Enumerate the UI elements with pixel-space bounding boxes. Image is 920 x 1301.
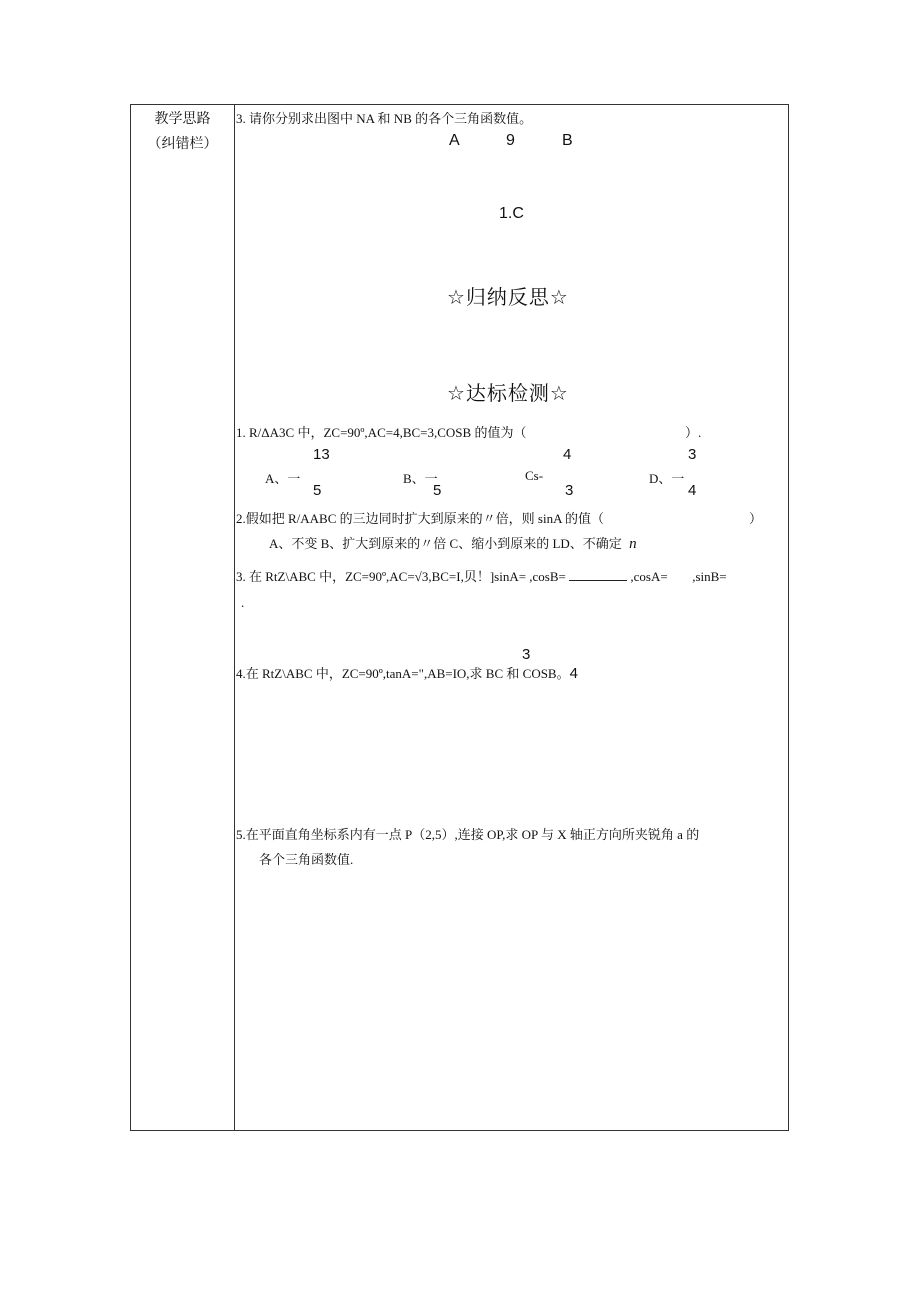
answer-blank-cosb[interactable]: [569, 570, 627, 581]
question-3-sinb: ,sinB=: [692, 569, 727, 584]
question-4-text: 4.在 RtZ\ABC 中，ZC=90º,tanA=",AB=IO,求 BC 和 COSB。: [236, 666, 570, 681]
option-c-denominator: 3: [565, 482, 574, 499]
question-3-dot: .: [241, 595, 245, 610]
option-b-denominator: 5: [433, 482, 442, 499]
question-2: 2.假如把 R/AABC 的三边同时扩大到原来的〃倍，则 sinA 的值（: [236, 511, 604, 526]
question-3-cosa: ,cosA=: [630, 569, 668, 584]
option-b-label: B、一: [403, 471, 438, 486]
question-4: [236, 663, 578, 682]
question-2-options-text: A、不变 B、扩大到原来的〃倍 C、缩小到原来的 LD、不确定: [269, 536, 622, 551]
column-divider: [234, 105, 235, 1130]
question-4-tail: 4: [569, 665, 578, 682]
option-d-denominator: 4: [688, 482, 697, 499]
option-a-label: A、一: [265, 471, 301, 486]
worksheet-table: [130, 104, 789, 1131]
figure-label-9: 9: [506, 132, 515, 149]
question-1-close: ）.: [685, 425, 702, 440]
figure-label-b: B: [562, 132, 573, 149]
question-3: [236, 566, 727, 585]
sidebar-title: 教学思路: [154, 111, 211, 127]
sidebar-subtitle: （纠错栏）: [147, 136, 218, 152]
question-5-line1: 5.在平面直角坐标系内有一点 P（2,5）,连接 OP,求 OP 与 X 轴正方向所夹锐角 a 的: [236, 827, 700, 842]
question-2-close: ）: [749, 511, 763, 526]
option-a-numerator: 13: [313, 446, 330, 463]
question-4-superscript: 3: [522, 646, 531, 663]
option-d-numerator: 3: [688, 446, 697, 463]
figure-label-a: A: [449, 132, 460, 149]
question-1: 1. R/ΔA3C 中，ZC=90º,AC=4,BC=3,COSB 的值为（: [236, 425, 527, 440]
question-3-text: 3. 在 RtZ\ABC 中，ZC=90º,AC=√3,BC=I,贝！]sinA= ,cosB=: [236, 569, 566, 584]
option-a-denominator: 5: [313, 482, 322, 499]
heading-test: ☆达标检测☆: [447, 381, 569, 405]
question-2-options: [269, 533, 637, 553]
question-2-options-n: n: [629, 536, 637, 552]
option-c-label: Cs-: [525, 468, 544, 483]
heading-reflection: ☆归纳反思☆: [447, 285, 569, 309]
question-3-top: 3. 请你分别求出图中 NA 和 NB 的各个三角函数值。: [236, 111, 533, 126]
figure-label-c: 1.C: [499, 205, 524, 222]
option-d-label: D、一: [649, 471, 685, 486]
option-c-numerator: 4: [563, 446, 572, 463]
question-5-line2: 各个三角函数值.: [259, 852, 354, 867]
